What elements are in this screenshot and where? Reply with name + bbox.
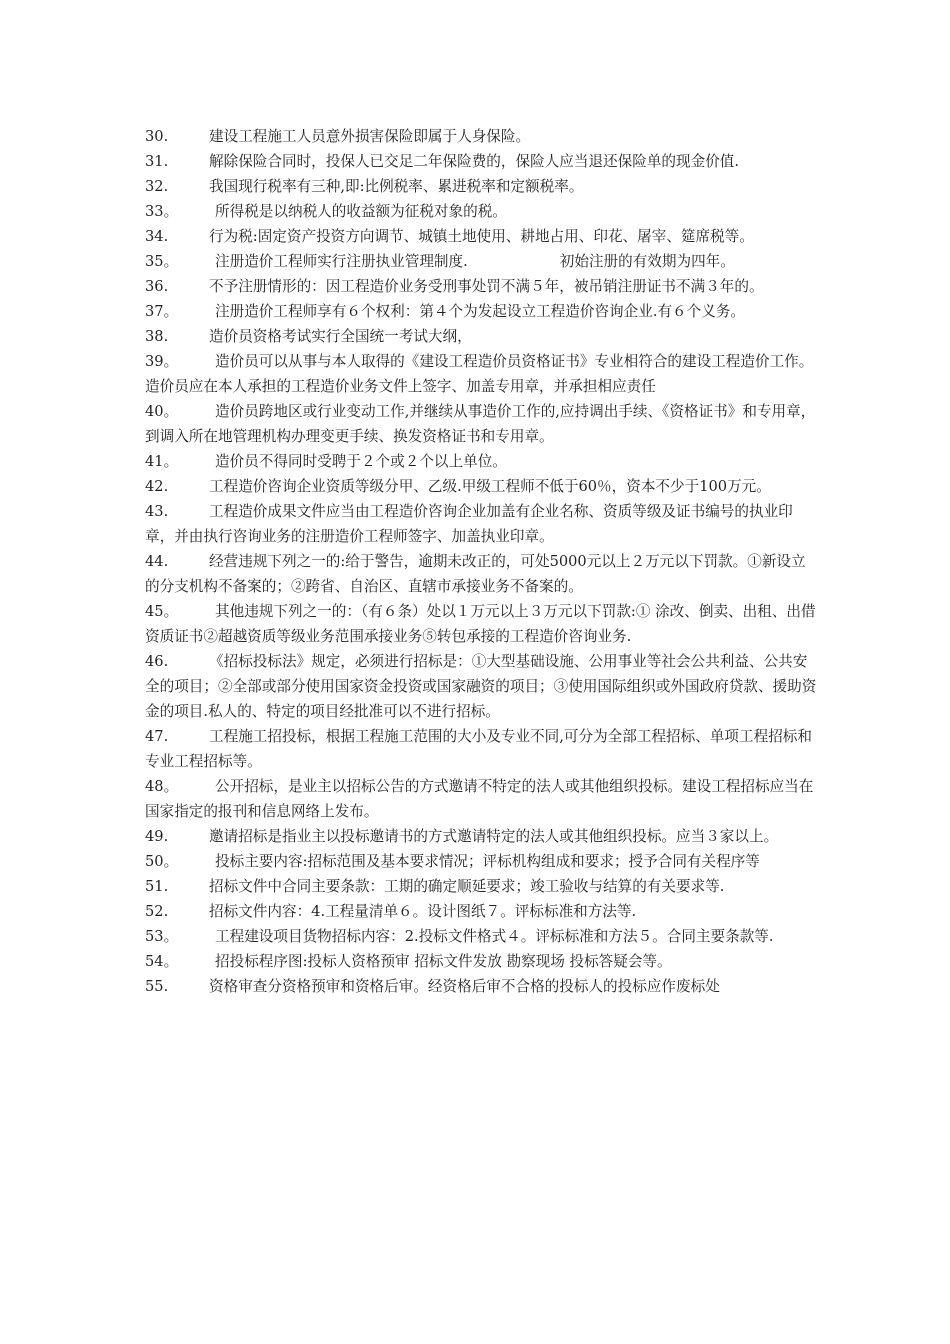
list-item-54 <box>145 949 817 974</box>
item-number: 53。 <box>145 928 179 945</box>
item-text: 工程施工招投标，根据工程施工范围的大小及专业不同,可分为全部工程招标、单项工程招标和专业工程招标等。 <box>145 728 812 770</box>
item-text: 不予注册情形的：因工程造价业务受刑事处罚不满５年，被吊销注册证书不满３年的。 <box>209 278 764 295</box>
list-item-34 <box>145 224 817 249</box>
item-text: 行为税:固定资产投资方向调节、城镇土地使用、耕地占用、印花、屠宰、筵席税等。 <box>209 228 754 245</box>
item-text: 我国现行税率有三种,即:比例税率、累进税率和定额税率。 <box>209 178 584 195</box>
item-text: 工程造价咨询企业资质等级分甲、乙级.甲级工程师不低于60％，资本不少于100万元。 <box>209 478 771 495</box>
item-number: 31. <box>145 153 169 170</box>
list-item-49 <box>145 824 817 849</box>
list-item-52 <box>145 899 817 924</box>
item-number: 38. <box>145 328 169 345</box>
item-text: 注册造价工程师享有６个权利：第４个为发起设立工程造价咨询企业.有６个义务。 <box>215 303 746 320</box>
list-item-51 <box>145 874 817 899</box>
item-text: 投标主要内容:招标范围及基本要求情况；评标机构组成和要求；授予合同有关程序等 <box>215 853 760 870</box>
item-text: 招标文件中合同主要条款：工期的确定顺延要求；竣工验收与结算的有关要求等. <box>209 878 725 895</box>
list-item-41 <box>145 449 817 474</box>
item-number: 52. <box>145 903 169 920</box>
item-text: 所得税是以纳税人的收益额为征税对象的税。 <box>215 203 507 220</box>
item-text: 造价员跨地区或行业变动工作,并继续从事造价工作的,应持调出手续、《资格证书》和专用章，到调入所在地管理机构办理变更手续、换发资格证书和专用章。 <box>145 403 816 445</box>
item-text: 造价员资格考试实行全国统一考试大纲， <box>209 328 472 345</box>
item-text: 招标文件内容：4.工程量清单６。设计图纸７。评标标准和方法等. <box>209 903 637 920</box>
list-item-31 <box>145 149 817 174</box>
item-text: 《招标投标法》规定，必须进行招标是：①大型基础设施、公用事业等社会公共利益、公共安全的项目；②全部或部分使用国家资金投资或国家融资的项目；③使用国际组织或外国政府贷款、援助资金的项目.私人的、特定的项目经批准可以不进行招标。 <box>145 653 817 720</box>
item-text: 工程建设项目货物招标内容：2.投标文件格式４。评标标准和方法５。合同主要条款等. <box>215 928 774 945</box>
item-number: 41。 <box>145 453 179 470</box>
list-item-48 <box>145 774 817 824</box>
item-number: 40。 <box>145 403 179 420</box>
list-item-45 <box>145 599 817 649</box>
item-number: 54。 <box>145 953 179 970</box>
item-number: 47. <box>145 728 169 745</box>
list-item-30 <box>145 124 817 149</box>
item-number: 33。 <box>145 203 179 220</box>
item-number: 39。 <box>145 353 179 370</box>
item-number: 32. <box>145 178 169 195</box>
item-number: 50。 <box>145 853 179 870</box>
item-number: 36. <box>145 278 169 295</box>
item-number: 43. <box>145 503 169 520</box>
list-item-39 <box>145 349 817 399</box>
item-number: 42. <box>145 478 169 495</box>
item-text: 造价员不得同时受聘于２个或２个以上单位。 <box>215 453 507 470</box>
item-text: 解除保险合同时，投保人已交足二年保险费的，保险人应当退还保险单的现金价值. <box>209 153 740 170</box>
item-text: 工程造价成果文件应当由工程造价咨询企业加盖有企业名称、资质等级及证书编号的执业印章，并由执行咨询业务的注册造价工程师签字、加盖执业印章。 <box>145 503 793 545</box>
list-item-37 <box>145 299 817 324</box>
list-item-50 <box>145 849 817 874</box>
item-text: 邀请招标是指业主以投标邀请书的方式邀请特定的法人或其他组织投标。应当３家以上。 <box>209 828 779 845</box>
item-number: 46. <box>145 653 169 670</box>
item-text-continued: 初始注册的有效期为四年。 <box>559 253 735 270</box>
item-text: 招投标程序图:投标人资格预审 招标文件发放 勘察现场 投标答疑会等。 <box>215 953 672 970</box>
list-item-38 <box>145 324 817 349</box>
item-text: 经营违规下列之一的:给于警告，逾期未改正的，可处5000元以上２万元以下罚款。①新设立的分支机构不备案的；②跨省、自治区、直辖市承接业务不备案的。 <box>145 553 806 595</box>
list-item-36 <box>145 274 817 299</box>
list-item-46 <box>145 649 817 724</box>
list-item-47 <box>145 724 817 774</box>
item-text: 资格审查分资格预审和资格后审。经资格后审不合格的投标人的投标应作废标处 <box>209 978 720 995</box>
item-number: 48。 <box>145 778 179 795</box>
item-number: 49. <box>145 828 169 845</box>
item-text: 注册造价工程师实行注册执业管理制度. <box>215 253 468 270</box>
item-number: 55. <box>145 978 169 995</box>
item-number: 35。 <box>145 253 179 270</box>
item-number: 44. <box>145 553 169 570</box>
item-number: 45。 <box>145 603 179 620</box>
item-number: 34. <box>145 228 169 245</box>
item-text: 造价员可以从事与本人取得的《建设工程造价员资格证书》专业相符合的建设工程造价工作。造价员应在本人承担的工程造价业务文件上签字、加盖专用章，并承担相应责任 <box>145 353 814 395</box>
item-number: 51. <box>145 878 169 895</box>
item-text: 公开招标，是业主以招标公告的方式邀请不特定的法人或其他组织投标。建设工程招标应当在国家指定的报刊和信息网络上发布。 <box>145 778 814 820</box>
list-item-40 <box>145 399 817 449</box>
item-number: 37。 <box>145 303 179 320</box>
list-item-55 <box>145 974 817 999</box>
document-body <box>145 124 817 999</box>
list-item-32 <box>145 174 817 199</box>
item-text: 建设工程施工人员意外损害保险即属于人身保险。 <box>209 128 531 145</box>
item-number: 30. <box>145 128 169 145</box>
list-item-44 <box>145 549 817 599</box>
item-text: 其他违规下列之一的：（有６条）处以１万元以上３万元以下罚款:① 涂改、倒卖、出租、出借资质证书②超越资质等级业务范围承接业务⑤转包承接的工程造价咨询业务. <box>145 603 816 645</box>
list-item-53 <box>145 924 817 949</box>
list-item-33 <box>145 199 817 224</box>
list-item-42 <box>145 474 817 499</box>
list-item-43 <box>145 499 817 549</box>
list-item-35 <box>145 249 817 274</box>
